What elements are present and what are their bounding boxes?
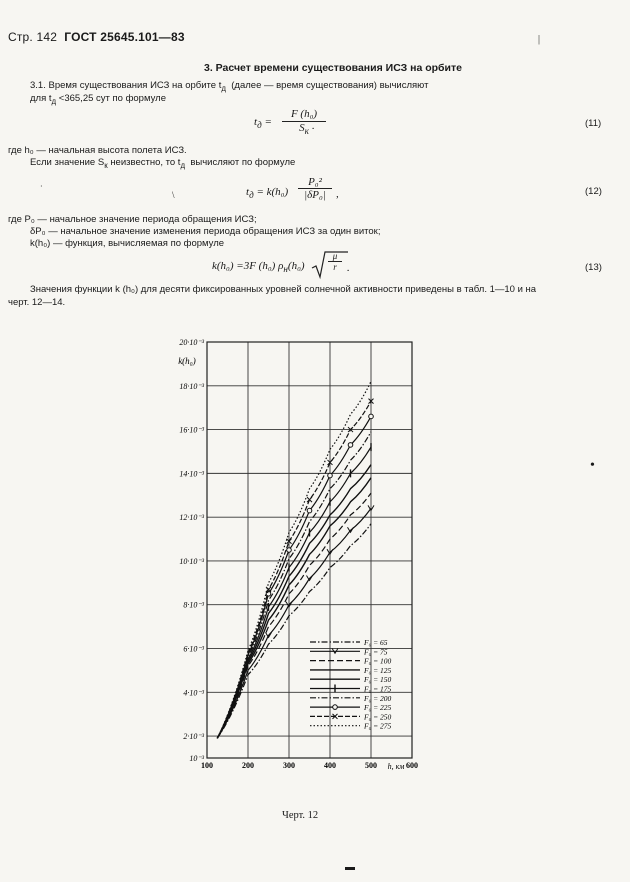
- page-header: [8, 30, 185, 44]
- equation-12-number: (12): [585, 186, 602, 197]
- legend-label: F₀ = 175: [364, 684, 392, 694]
- para2-line2: черт. 12—14.: [8, 297, 66, 308]
- page-number: Стр. 142: [8, 30, 58, 44]
- x-tick-label: 500: [365, 761, 377, 770]
- if-sk-line: Если значение $S_к$ неизвестно, то $t_д$ вычисляют по формуле: [30, 157, 296, 170]
- series-line-1: [217, 524, 371, 739]
- section-title: 3. Расчет времени существования ИСЗ на орбите: [204, 62, 462, 74]
- para2-line1: Значения функции k (h₀) для десяти фиксированных уровней солнечной активности приведены в табл. 1—10 и на: [30, 284, 537, 295]
- y-tick-label: 10⁻³: [189, 754, 204, 763]
- legend-label: F₀ = 250: [364, 712, 392, 722]
- marker-circle: [287, 548, 292, 553]
- x-tick-label: 300: [283, 761, 295, 770]
- para1-line2: для $t_д <365,25$ сут по формуле: [30, 93, 166, 106]
- marker-circle: [348, 443, 353, 448]
- para1-line1: 3.1. Время существования ИСЗ на орбите $t_д$ (далее — время существования) вычисляют: [30, 80, 429, 93]
- marker-circle: [307, 508, 312, 513]
- marker-circle: [333, 705, 338, 710]
- legend-label: F₀ = 100: [364, 656, 392, 666]
- series-line-3: [217, 493, 371, 738]
- y-axis-label: k(h₀): [178, 356, 196, 366]
- figure-caption: Черт. 12: [282, 810, 319, 821]
- y-tick-label: 12·10⁻³: [179, 513, 204, 523]
- legend-label: F₀ = 150: [364, 675, 392, 685]
- legend-label: F₀ = 225: [364, 703, 392, 713]
- x-tick-label: 200: [242, 761, 254, 770]
- chart-series: [217, 381, 374, 738]
- marker-circle: [328, 473, 333, 478]
- y-tick-label: 14·10⁻³: [179, 469, 204, 479]
- equation-12-fraction: P₀² |δP₀|: [298, 176, 332, 201]
- equation-11: $t_д$ =: [254, 116, 272, 131]
- y-tick-label: 20·10⁻³: [179, 338, 204, 347]
- chart-12: [150, 330, 440, 780]
- y-tick-label: 2·10⁻³: [183, 732, 204, 742]
- where-dp0: δP₀ — начальное значение изменения периода обращения ИСЗ за один виток;: [30, 226, 381, 237]
- where-p0: где P₀ — начальное значение периода обращения ИСЗ;: [8, 214, 257, 225]
- y-tick-label: 18·10⁻³: [179, 381, 204, 391]
- legend-label: F₀ = 275: [364, 721, 392, 731]
- y-tick-label: 6·10⁻³: [183, 644, 204, 654]
- marker-circle: [369, 414, 374, 419]
- legend-label: F₀ = 65: [364, 638, 388, 647]
- y-tick-label: 16·10⁻³: [179, 425, 204, 435]
- x-tick-label: 400: [324, 761, 336, 770]
- y-tick-label: 4·10⁻³: [183, 688, 204, 698]
- marker-x: [307, 497, 312, 502]
- x-tick-label: 600: [406, 761, 418, 770]
- equation-13: k(h₀) =3F (h₀) $\rho_н(h_0)$: [212, 260, 305, 275]
- legend-label: F₀ = 200: [364, 693, 392, 703]
- equation-13-fraction: μ r: [328, 251, 342, 272]
- x-tick-label: 100: [201, 761, 213, 770]
- equation-13-number: (13): [585, 262, 602, 273]
- y-tick-label: 10·10⁻³: [179, 556, 204, 566]
- equation-12: $t_д = k(h_0)$: [246, 186, 289, 201]
- where-h0: где h₀ — начальная высота полета ИСЗ.: [8, 145, 187, 156]
- margin-mark: |: [538, 34, 541, 45]
- where-kh0: k(h₀) — функция, вычисляемая по формуле: [30, 238, 225, 249]
- chart-legend: [310, 638, 391, 731]
- legend-label: F₀ = 125: [364, 665, 392, 675]
- x-axis-label: h, км: [387, 762, 405, 771]
- equation-11-fraction: F (h₀) $S_к$: [282, 108, 326, 136]
- equation-11-number: (11): [585, 118, 602, 129]
- legend-label: F₀ = 75: [364, 647, 388, 657]
- y-tick-label: 8·10⁻³: [183, 600, 204, 610]
- gost-number: ГОСТ 25645.101—83: [64, 30, 185, 44]
